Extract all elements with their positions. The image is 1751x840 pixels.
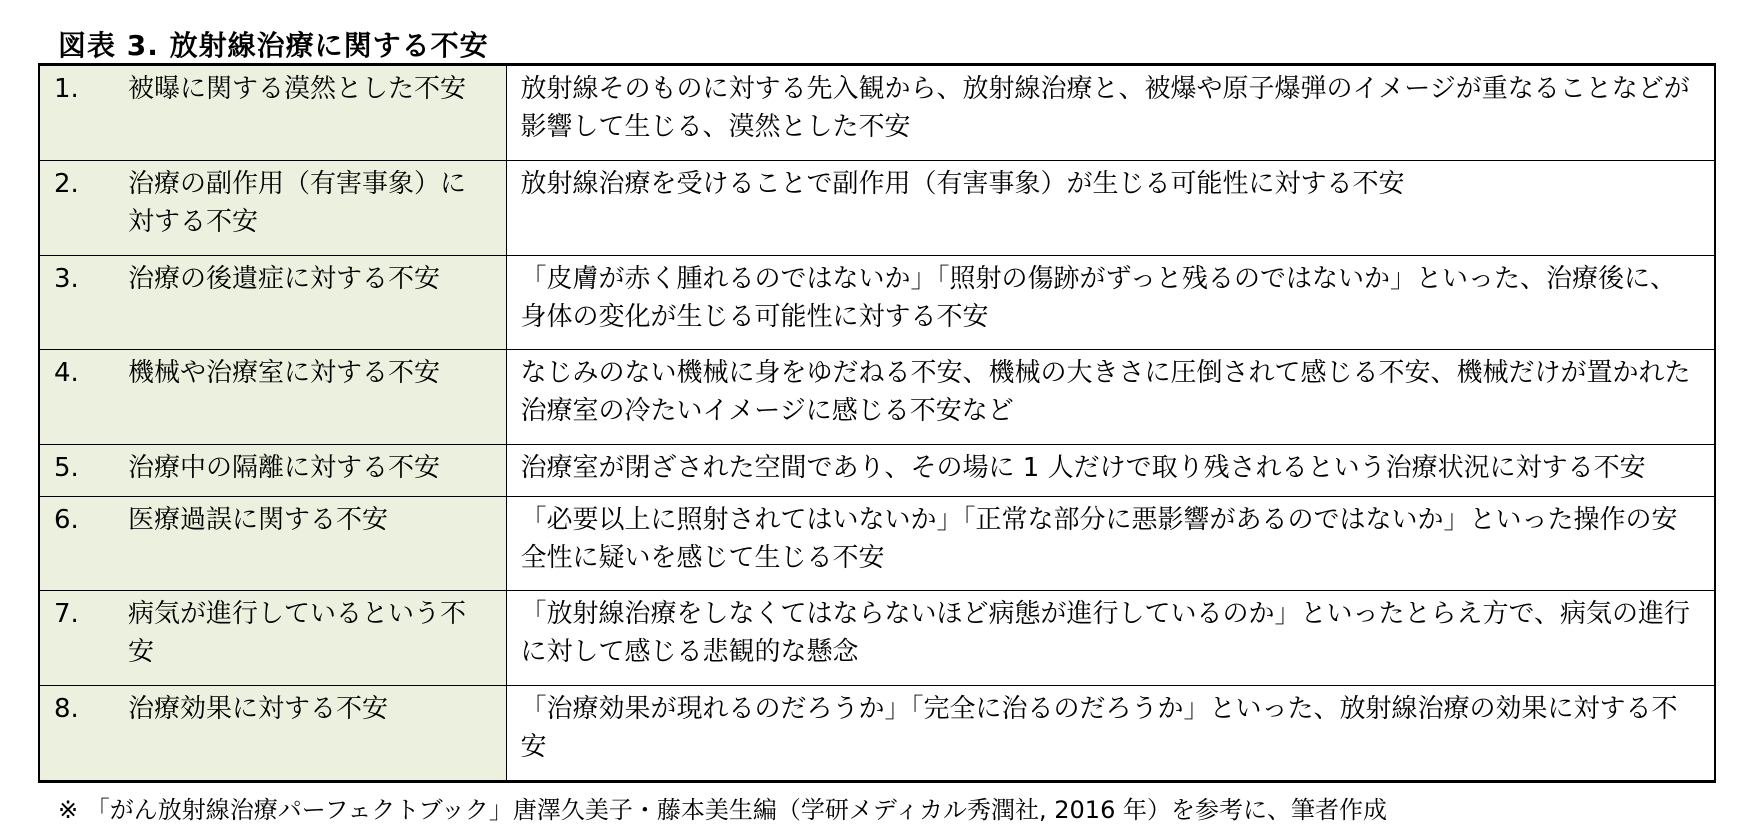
description-cell: 放射線そのものに対する先入観から、放射線治療と、被爆や原子爆弾のイメージが重なることなどが影響して生じる、漠然とした不安: [506, 65, 1715, 161]
table-body: [39, 65, 1715, 782]
category-content: [54, 501, 492, 539]
row-number: 7.: [54, 599, 79, 630]
category-cell: [39, 496, 506, 591]
category-cell: [39, 686, 506, 782]
table-row: [39, 350, 1715, 445]
category-label: 被曝に関する漠然とした不安: [128, 74, 467, 104]
category-label: 機械や治療室に対する不安: [128, 358, 441, 389]
table-row: [39, 445, 1715, 496]
category-content: [54, 449, 492, 487]
description-cell: 治療室が閉ざされた空間であり、その場に 1 人だけで取り残されるという治療状況に対する不安: [506, 445, 1715, 496]
table-row: [39, 255, 1715, 350]
category-cell: [39, 160, 506, 255]
row-number: 4.: [54, 358, 79, 389]
table-row: [39, 160, 1715, 255]
category-content: [54, 165, 492, 241]
row-number: 5.: [54, 453, 79, 484]
figure-title: 図表 3. 放射線治療に関する不安: [58, 29, 489, 62]
category-cell: [39, 255, 506, 350]
category-content: [54, 354, 492, 392]
category-content: [54, 260, 492, 298]
description-cell: 「放射線治療をしなくてはならないほど病態が進行しているのか」といったとらえ方で、病気の進行に対して感じる悲観的な懸念: [506, 591, 1715, 686]
description-cell: 「治療効果が現れるのだろうか」「完全に治るのだろうか」といった、放射線治療の効果に対する不安: [506, 686, 1715, 782]
row-number: 2.: [54, 168, 79, 199]
description-cell: 「皮膚が赤く腫れるのではないか」「照射の傷跡がずっと残るのではないか」といった、治療後に、身体の変化が生じる可能性に対する不安: [506, 255, 1715, 350]
description-cell: 放射線治療を受けることで副作用（有害事象）が生じる可能性に対する不安: [506, 160, 1715, 255]
category-label: 治療効果に対する不安: [128, 694, 389, 725]
row-number: 6.: [54, 504, 79, 535]
category-cell: [39, 65, 506, 161]
category-content: [54, 690, 492, 728]
category-content: [54, 70, 492, 108]
row-number: 8.: [54, 694, 79, 725]
description-cell: 「必要以上に照射されてはいないか」「正常な部分に悪影響があるのではないか」といった操作の安全性に疑いを感じて生じる不安: [506, 496, 1715, 591]
category-label: 病気が進行しているという不安: [128, 599, 467, 668]
description-cell: なじみのない機械に身をゆだねる不安、機械の大きさに圧倒されて感じる不安、機械だけが置かれた治療室の冷たいイメージに感じる不安など: [506, 350, 1715, 445]
category-label: 治療の後遺症に対する不安: [128, 263, 441, 294]
category-cell: [39, 350, 506, 445]
table-row: [39, 686, 1715, 782]
anxiety-table: [38, 63, 1716, 783]
row-number: 1.: [54, 74, 79, 104]
category-label: 治療中の隔離に対する不安: [128, 453, 441, 484]
source-note: ※ 「がん放射線治療パーフェクトブック」唐澤久美子・藤本美生編（学研メディカル秀潤社, 2016 年）を参考に、筆者作成: [58, 796, 1387, 824]
category-label: 医療過誤に関する不安: [128, 504, 389, 535]
table-row: [39, 496, 1715, 591]
category-label: 治療の副作用（有害事象）に対する不安: [128, 168, 467, 237]
row-number: 3.: [54, 263, 79, 294]
category-content: [54, 595, 492, 671]
category-cell: [39, 445, 506, 496]
table-row: [39, 65, 1715, 161]
category-cell: [39, 591, 506, 686]
table-row: [39, 591, 1715, 686]
